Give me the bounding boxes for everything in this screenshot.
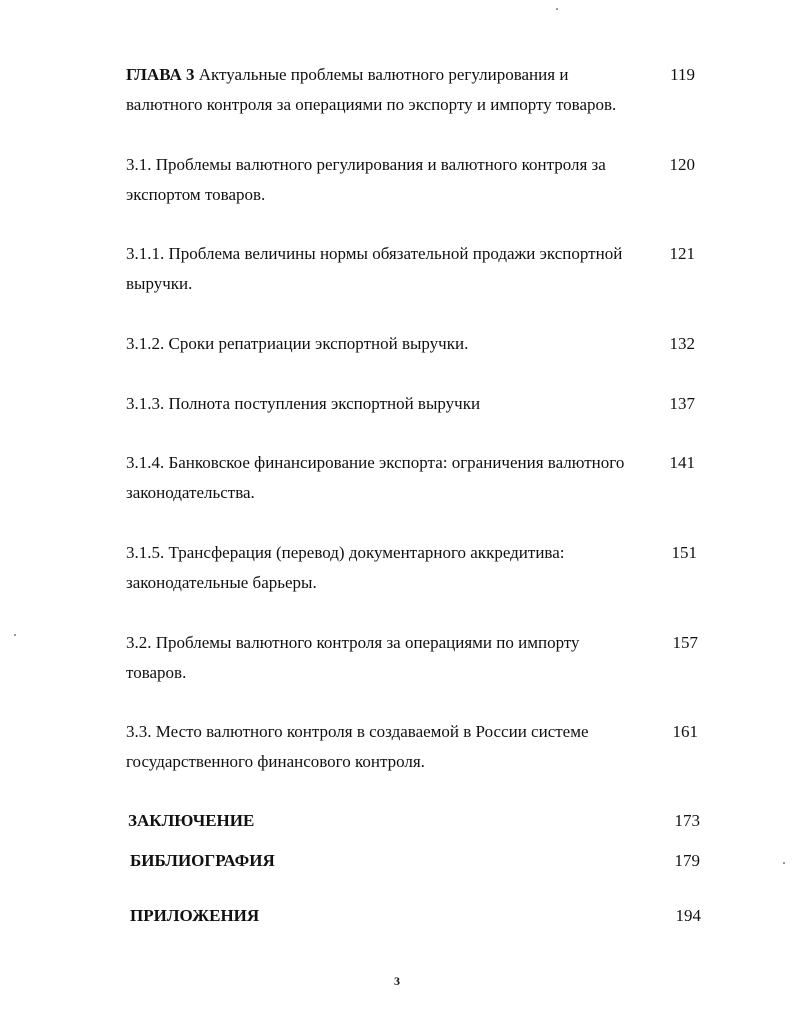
- toc-page-number: 151: [671, 543, 697, 562]
- toc-title-line: экспортом товаров.: [126, 185, 266, 204]
- toc-page-number: 120: [669, 155, 695, 174]
- toc-entry-title: [126, 628, 580, 688]
- toc-entry-title: [126, 60, 616, 120]
- toc-title-line: товаров.: [126, 663, 187, 682]
- toc-title-line: 3.1.3. Полнота поступления экспортной выручки: [126, 394, 481, 413]
- toc-title-line: выручки.: [126, 274, 193, 293]
- toc-title-line: 3.1. Проблемы валютного регулирования и валютного контроля за: [126, 155, 606, 174]
- toc-entry-title: [126, 329, 468, 359]
- toc-page-number: 179: [674, 851, 700, 870]
- toc-entry-title: [128, 806, 254, 836]
- toc-title-line: законодательства.: [126, 483, 255, 502]
- toc-entry-title: [126, 717, 589, 777]
- toc-title-line: государственного финансового контроля.: [126, 752, 425, 771]
- toc-title-line: валютного контроля за операциями по экспорту и импорту товаров.: [126, 95, 617, 114]
- toc-title-line: 3.1.1. Проблема величины нормы обязательной продажи экспортной: [126, 244, 623, 263]
- toc-entry-title: [126, 150, 606, 210]
- toc-title-line: 3.1.4. Банковское финансирование экспорта: ограничения валютного: [126, 453, 625, 472]
- page-number: 3: [394, 974, 400, 988]
- toc-title-line: 3.1.2. Сроки репатриации экспортной выручки.: [126, 334, 469, 353]
- toc-title-line: 3.3. Место валютного контроля в создаваемой в России системе: [126, 722, 589, 741]
- toc-title-line: Актуальные проблемы валютного регулирования и: [198, 65, 569, 84]
- toc-entry-title: [126, 538, 565, 598]
- toc-entry-title: [126, 239, 622, 299]
- toc-entry-title: [126, 389, 480, 419]
- toc-title-line: ПРИЛОЖЕНИЯ: [130, 906, 260, 925]
- toc-entry-title: [130, 846, 275, 876]
- chapter-label: ГЛАВА 3: [126, 65, 195, 84]
- toc-page-number: 121: [669, 244, 695, 263]
- toc-page-number: 161: [672, 722, 698, 741]
- toc-page-number: 157: [672, 633, 698, 652]
- toc-page-number: 194: [675, 906, 701, 925]
- toc-entry-title: [130, 901, 259, 931]
- toc-entry-title: [126, 448, 624, 508]
- toc-page-number: 119: [670, 65, 695, 84]
- toc-title-line: законодательные барьеры.: [126, 573, 317, 592]
- scan-speck: [14, 634, 16, 636]
- scan-speck: [783, 862, 785, 864]
- toc-page-number: 173: [674, 811, 700, 830]
- toc-title-line: 3.1.5. Трансферация (перевод) документарного аккредитива:: [126, 543, 565, 562]
- toc-page-number: 137: [669, 394, 695, 413]
- toc-page-number: 132: [669, 334, 695, 353]
- toc-page-number: 141: [669, 453, 695, 472]
- toc-title-line: БИБЛИОГРАФИЯ: [130, 851, 275, 870]
- toc-title-line: ЗАКЛЮЧЕНИЕ: [128, 811, 255, 830]
- toc-title-line: 3.2. Проблемы валютного контроля за операциями по импорту: [126, 633, 580, 652]
- scan-speck: [556, 8, 558, 10]
